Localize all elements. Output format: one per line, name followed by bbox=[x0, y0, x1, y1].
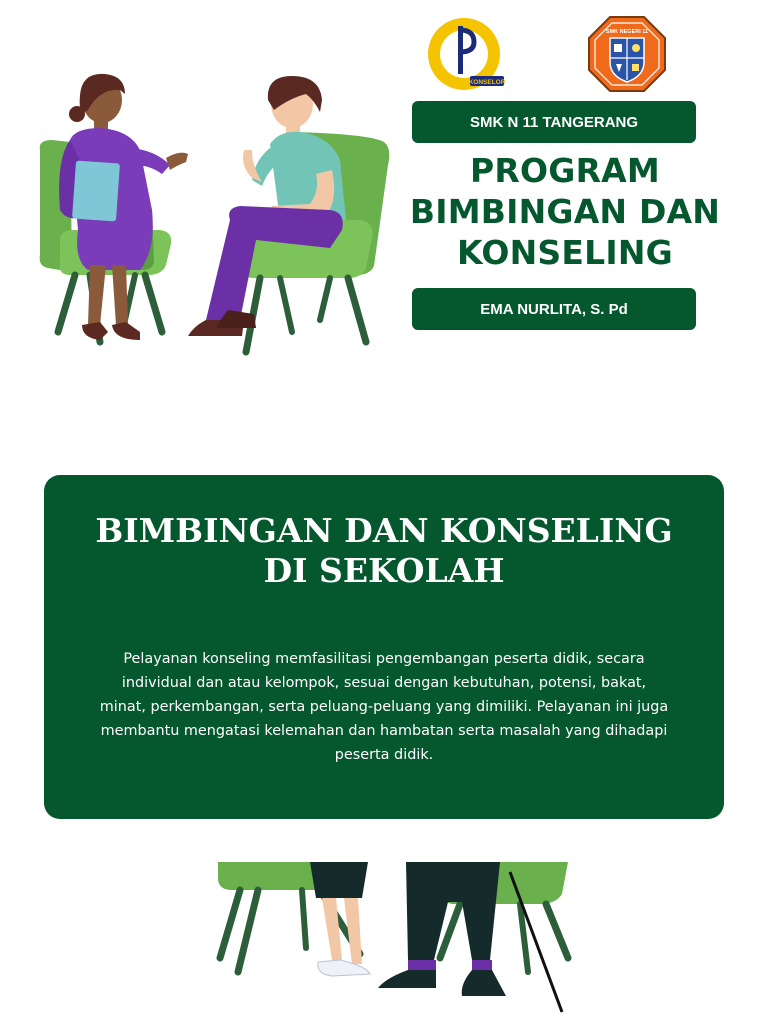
info-card bbox=[44, 475, 724, 819]
man-figure bbox=[188, 76, 346, 336]
program-title-line-2: BIMBINGAN DAN bbox=[409, 192, 721, 231]
card-title-line-1: BIMBINGAN DAN KONSELING bbox=[95, 511, 673, 550]
card-body-text: Pelayanan konseling memfasilitasi pengembangan peserta didik, secara individual dan atau kelompok, sesuai dengan kebutuhan, potensi, bakat, minat, perkembangan, serta peluang-peluang yang dimiliki. Pelayanan ini juga membantu mengatasi kelemahan dan hambatan serta masalah yang dihadapi peserta didik. bbox=[99, 651, 669, 763]
woman-figure bbox=[59, 74, 188, 340]
author-name-text: EMA NURLITA, S. Pd bbox=[480, 300, 628, 318]
bottom-man-legs bbox=[378, 862, 506, 996]
school-name-text: SMK N 11 TANGERANG bbox=[469, 113, 639, 131]
program-title bbox=[400, 150, 730, 273]
author-badge bbox=[412, 288, 696, 330]
school-crest-text: SMK NEGERI 11 bbox=[605, 29, 649, 35]
program-title-line-1: PROGRAM bbox=[470, 151, 660, 190]
bottom-illustration bbox=[210, 862, 580, 1024]
school-name-badge bbox=[412, 101, 696, 143]
card-title-line-2: DI SEKOLAH bbox=[263, 551, 505, 590]
konselor-logo-text: KONSELOR bbox=[468, 79, 506, 86]
counseling-illustration bbox=[30, 70, 400, 360]
card-title bbox=[44, 511, 724, 591]
program-title-line-3: KONSELING bbox=[457, 233, 673, 272]
konselor-logo bbox=[424, 16, 506, 94]
school-crest-logo bbox=[586, 14, 668, 94]
